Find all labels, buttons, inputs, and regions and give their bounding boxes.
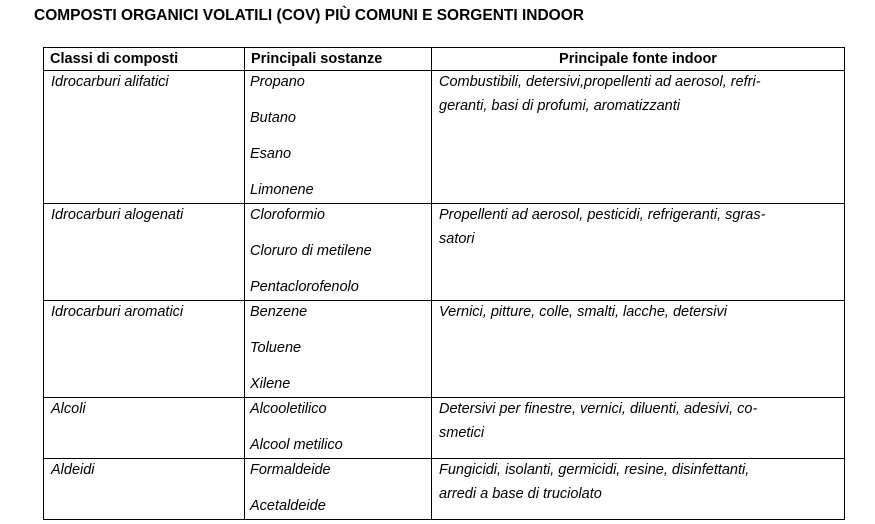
cell-indoor-source: [432, 459, 845, 520]
table-header-row: [44, 48, 845, 71]
source-line: smetici: [439, 425, 485, 441]
cell-substances: [245, 459, 432, 520]
substance-item: Xilene: [250, 376, 291, 392]
cell-substances: [245, 204, 432, 301]
class-label: Alcoli: [51, 401, 86, 417]
substance-item: Toluene: [250, 340, 302, 356]
table-row: [44, 459, 845, 520]
source-line: Propellenti ad aerosol, pesticidi, refrigeranti, sgras-: [439, 207, 766, 223]
class-label: Idrocarburi alogenati: [51, 207, 184, 223]
substance-item: Alcool metilico: [250, 437, 343, 453]
cell-indoor-source: [432, 71, 845, 204]
substance-item: Alcooletilico: [250, 401, 327, 417]
header-substances: Principali sostanze: [245, 48, 432, 71]
source-line: Combustibili, detersivi,propellenti ad aerosol, refri-: [439, 74, 761, 90]
table-row: [44, 204, 845, 301]
voc-table: [43, 47, 845, 520]
source-line: Fungicidi, isolanti, germicidi, resine, disinfettanti,: [439, 462, 750, 478]
substance-item: Propano: [250, 74, 305, 90]
cell-indoor-source: [432, 301, 845, 398]
substance-item: Esano: [250, 146, 292, 162]
substance-item: Cloroformio: [250, 207, 325, 223]
substance-item: Butano: [250, 110, 296, 126]
cell-class: [44, 398, 245, 459]
source-line: arredi a base di truciolato: [439, 486, 602, 502]
cell-indoor-source: [432, 398, 845, 459]
source-line: satori: [439, 231, 475, 247]
table-row: [44, 301, 845, 398]
cell-substances: [245, 301, 432, 398]
source-line: Vernici, pitture, colle, smalti, lacche, detersivi: [439, 304, 727, 320]
table-row: [44, 398, 845, 459]
substance-item: Limonene: [250, 182, 314, 198]
substance-item: Formaldeide: [250, 462, 331, 478]
source-line: geranti, basi di profumi, aromatizzanti: [439, 98, 680, 114]
substance-item: Acetaldeide: [250, 498, 326, 514]
cell-class: [44, 459, 245, 520]
page-title: COMPOSTI ORGANICI VOLATILI (COV) PIÙ COMUNI E SORGENTI INDOOR: [34, 7, 584, 24]
substance-item: Cloruro di metilene: [250, 243, 372, 259]
class-label: Aldeidi: [51, 462, 95, 478]
cell-class: [44, 204, 245, 301]
cell-substances: [245, 71, 432, 204]
substance-item: Benzene: [250, 304, 308, 320]
cell-substances: [245, 398, 432, 459]
header-indoor-source: Principale fonte indoor: [432, 48, 845, 71]
cell-indoor-source: [432, 204, 845, 301]
source-line: Detersivi per finestre, vernici, diluenti, adesivi, co-: [439, 401, 758, 417]
class-label: Idrocarburi aromatici: [51, 304, 184, 320]
substance-item: Pentaclorofenolo: [250, 279, 359, 295]
cell-class: [44, 71, 245, 204]
table-row: [44, 71, 845, 204]
header-classes: Classi di composti: [44, 48, 245, 71]
class-label: Idrocarburi alifatici: [51, 74, 169, 90]
cell-class: [44, 301, 245, 398]
